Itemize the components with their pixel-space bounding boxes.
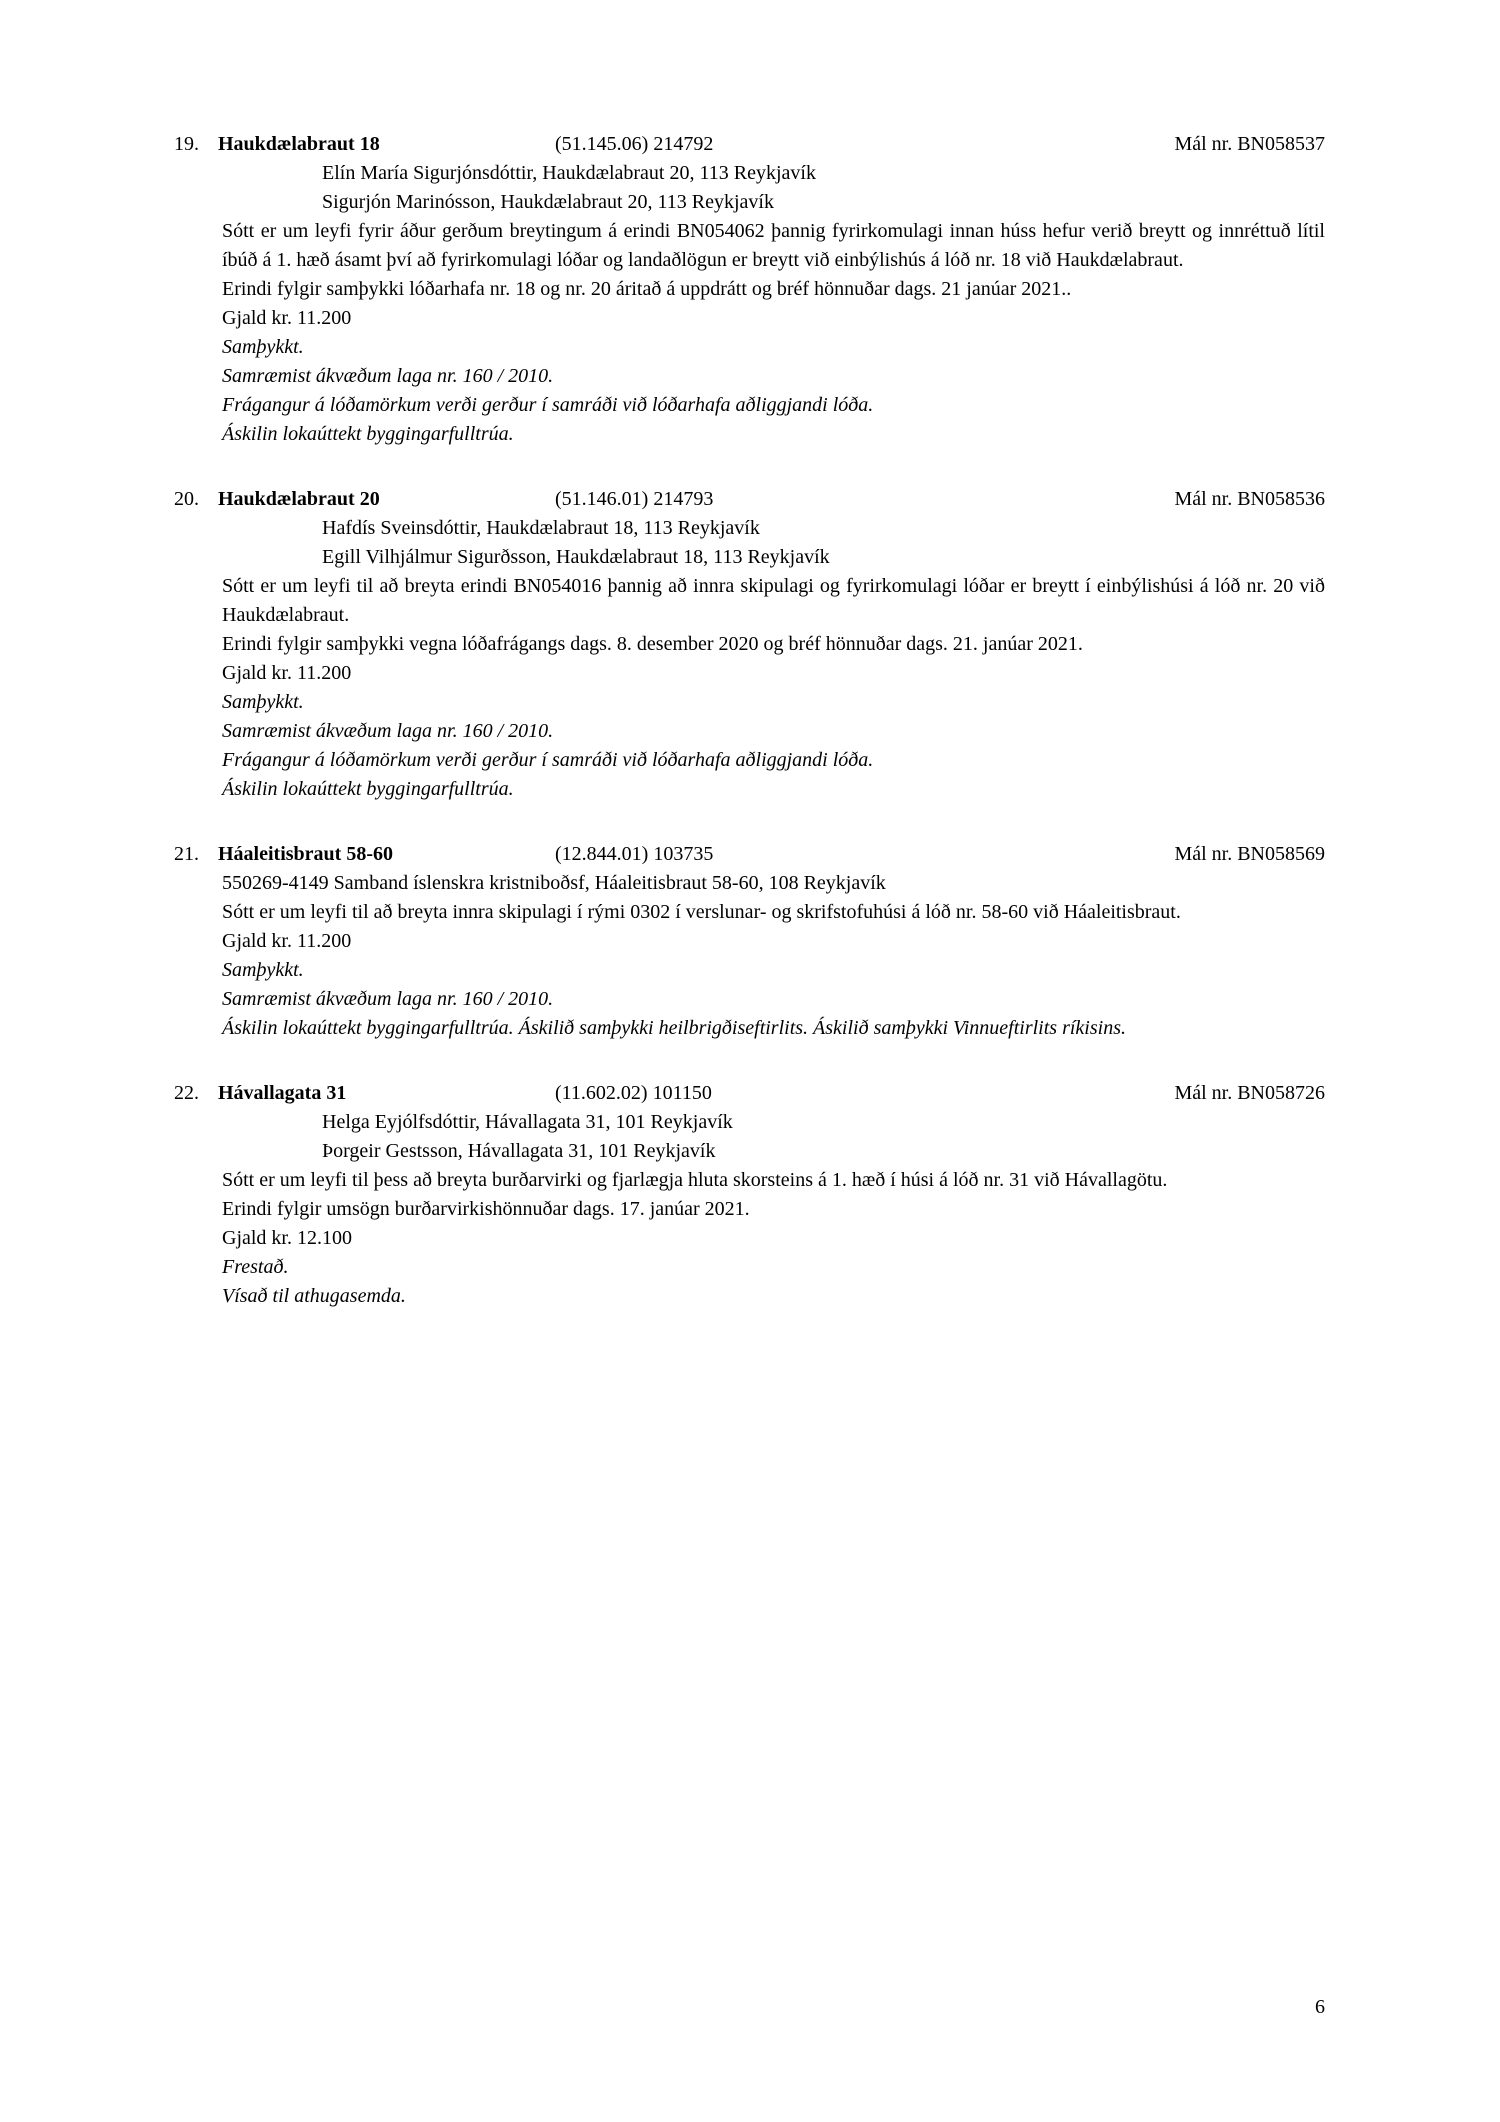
case-header — [174, 130, 1325, 159]
case-resolution: Samþykkt. — [222, 959, 304, 981]
case-ref-number: (51.145.06) 214792 — [555, 133, 714, 155]
case-fee-line: Gjald kr. 11.200 — [222, 930, 352, 952]
case-party: Hafdís Sveinsdóttir, Haukdælabraut 18, 113 Reykjavík — [322, 517, 760, 539]
case-title: Háaleitisbraut 58-60 — [218, 843, 393, 865]
case-note: Frágangur á lóðamörkum verði gerður í samráði við lóðarhafa aðliggjandi lóða. — [222, 394, 874, 416]
case-item-19 — [174, 130, 1325, 449]
case-item-22 — [174, 1079, 1325, 1311]
case-party: Egill Vilhjálmur Sigurðsson, Haukdælabraut 18, 113 Reykjavík — [322, 546, 830, 568]
case-party: Elín María Sigurjónsdóttir, Haukdælabraut 20, 113 Reykjavík — [322, 162, 816, 184]
case-index: 19. — [174, 133, 199, 155]
page-number: 6 — [1315, 1996, 1325, 2018]
case-header — [174, 1079, 1325, 1108]
case-mal-number: Mál nr. BN058536 — [1174, 488, 1325, 510]
case-title: Hávallagata 31 — [218, 1082, 347, 1104]
case-title: Haukdælabraut 18 — [218, 133, 380, 155]
case-title: Haukdælabraut 20 — [218, 488, 380, 510]
case-paragraph: Erindi fylgir samþykki vegna lóðafrágangs dags. 8. desember 2020 og bréf hönnuðar dags. 21. janúar 2021. — [222, 633, 1083, 655]
case-resolution: Frestað. — [222, 1256, 289, 1278]
case-ref-number: (11.602.02) 101150 — [555, 1082, 712, 1104]
case-paragraph: Sótt er um leyfi til að breyta innra skipulagi í rými 0302 í verslunar- og skrifstofuhúsi á lóð nr. 58-60 við Háaleitisbraut. — [222, 901, 1181, 923]
case-party: 550269-4149 Samband íslenskra kristniboðsf, Háaleitisbraut 58-60, 108 Reykjavík — [222, 872, 886, 894]
case-party: Helga Eyjólfsdóttir, Hávallagata 31, 101 Reykjavík — [322, 1111, 733, 1133]
case-index: 20. — [174, 488, 199, 510]
case-body — [222, 572, 1325, 804]
case-paragraph: Sótt er um leyfi til að breyta erindi BN054016 þannig að innra skipulagi og fyrirkomulagi lóðar er breytt í einbýlishúsi á lóð nr. 20 við Haukdælabraut. — [222, 575, 1325, 626]
case-note: Áskilin lokaúttekt byggingarfulltrúa. Áskilið samþykki heilbrigðiseftirlits. Áskilið samþykki Vinnueftirlits ríkisins. — [222, 1017, 1126, 1039]
case-mal-number: Mál nr. BN058726 — [1174, 1082, 1325, 1104]
case-fee-line: Gjald kr. 11.200 — [222, 307, 352, 329]
case-ref-number: (12.844.01) 103735 — [555, 843, 714, 865]
case-fee-line: Gjald kr. 11.200 — [222, 662, 352, 684]
case-body — [222, 217, 1325, 449]
case-note: Samræmist ákvæðum laga nr. 160 / 2010. — [222, 365, 554, 387]
case-body — [222, 898, 1325, 1043]
case-index: 21. — [174, 843, 199, 865]
case-note: Vísað til athugasemda. — [222, 1285, 406, 1307]
case-header — [174, 840, 1325, 869]
case-resolution: Samþykkt. — [222, 691, 304, 713]
case-paragraph: Erindi fylgir samþykki lóðarhafa nr. 18 og nr. 20 áritað á uppdrátt og bréf hönnuðar dags. 21 janúar 2021.. — [222, 278, 1072, 300]
case-paragraph: Sótt er um leyfi fyrir áður gerðum breytingum á erindi BN054062 þannig fyrirkomulagi innan húss hefur verið breytt og innréttuð lítil íbúð á 1. hæð ásamt því að fyrirkomulagi lóðar og landaðlögun er breytt við einbýlishús á lóð nr. 18 við Haukdælabraut. — [222, 220, 1325, 271]
case-note: Áskilin lokaúttekt byggingarfulltrúa. — [222, 423, 514, 445]
case-body — [222, 1166, 1325, 1311]
case-note: Áskilin lokaúttekt byggingarfulltrúa. — [222, 778, 514, 800]
case-party: Þorgeir Gestsson, Hávallagata 31, 101 Reykjavík — [322, 1140, 716, 1162]
case-header — [174, 485, 1325, 514]
case-ref-number: (51.146.01) 214793 — [555, 488, 714, 510]
case-mal-number: Mál nr. BN058569 — [1174, 843, 1325, 865]
case-index: 22. — [174, 1082, 199, 1104]
case-note: Frágangur á lóðamörkum verði gerður í samráði við lóðarhafa aðliggjandi lóða. — [222, 749, 874, 771]
case-paragraph: Sótt er um leyfi til þess að breyta burðarvirki og fjarlægja hluta skorsteins á 1. hæð í húsi á lóð nr. 31 við Hávallagötu. — [222, 1169, 1168, 1191]
case-party: Sigurjón Marinósson, Haukdælabraut 20, 113 Reykjavík — [322, 191, 774, 213]
case-resolution: Samþykkt. — [222, 336, 304, 358]
case-note: Samræmist ákvæðum laga nr. 160 / 2010. — [222, 988, 554, 1010]
case-item-21 — [174, 840, 1325, 1043]
case-mal-number: Mál nr. BN058537 — [1174, 133, 1325, 155]
case-note: Samræmist ákvæðum laga nr. 160 / 2010. — [222, 720, 554, 742]
case-fee-line: Gjald kr. 12.100 — [222, 1227, 352, 1249]
case-item-20 — [174, 485, 1325, 804]
case-paragraph: Erindi fylgir umsögn burðarvirkishönnuðar dags. 17. janúar 2021. — [222, 1198, 750, 1220]
